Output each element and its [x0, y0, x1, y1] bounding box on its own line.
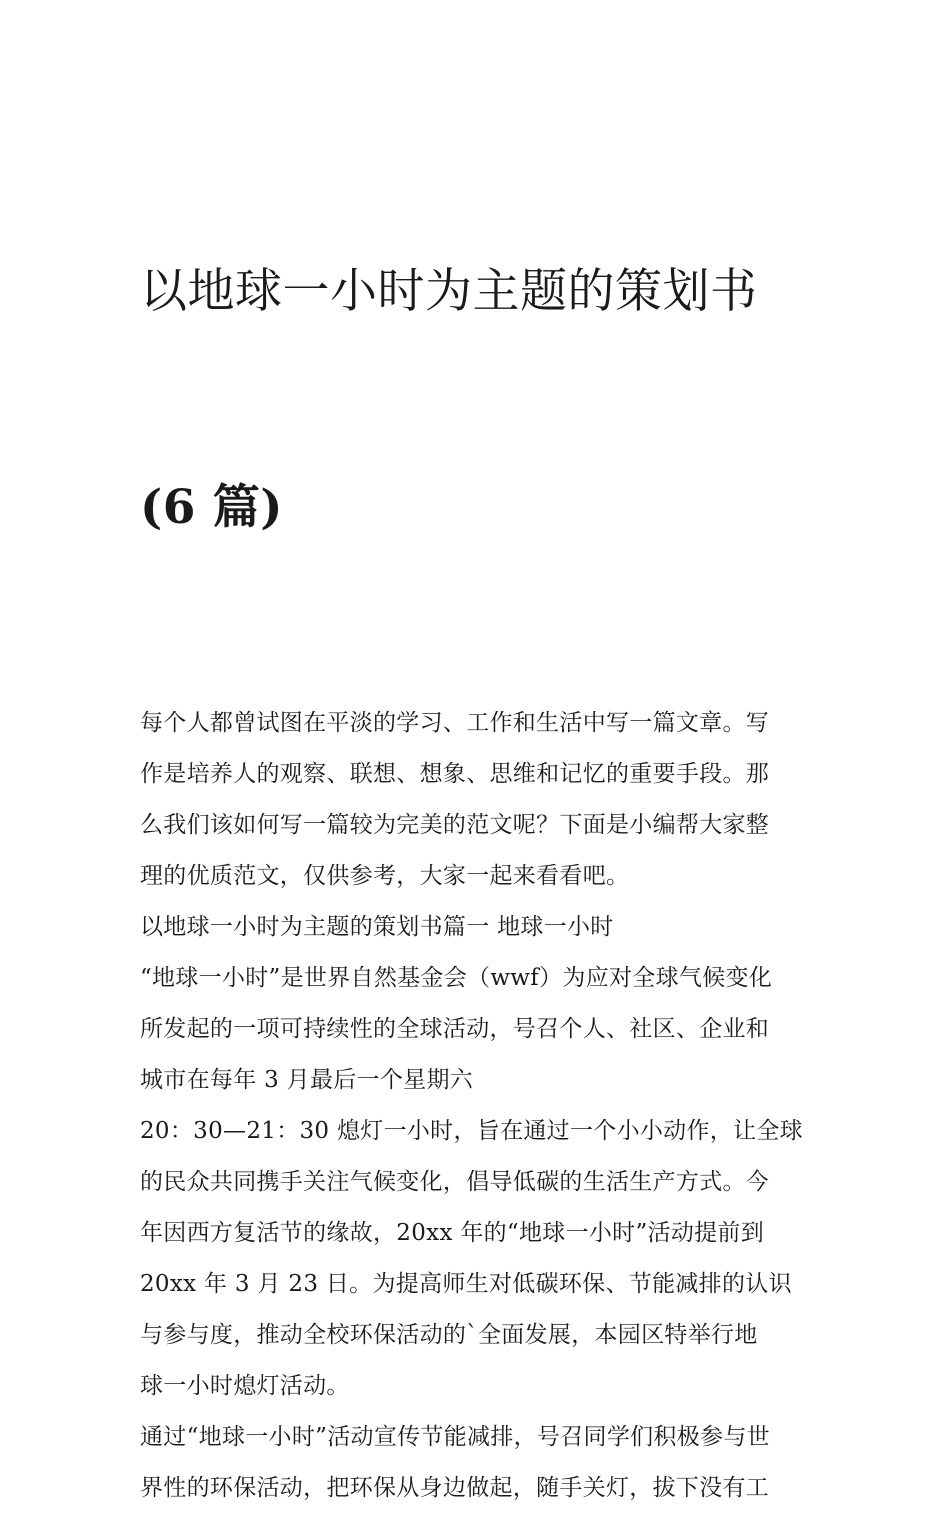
text-line: 的民众共同携手关注气候变化，倡导低碳的生活生产方式。今 [140, 1169, 770, 1195]
text-line: 理的优质范文，仅供参考，大家一起来看看吧。 [140, 863, 630, 889]
text-line: 城市在每年 3 月最后一个星期六 [140, 1067, 474, 1093]
paragraph-background [140, 953, 812, 1106]
text-line: 与参与度，推动全校环保活动的`全面发展，本园区特举行地 [140, 1322, 758, 1348]
section-heading [140, 902, 812, 953]
text-line: 么我们该如何写一篇较为完美的范文呢？下面是小编帮大家整 [140, 812, 770, 838]
title-line-1: 以地球一小时为主题的策划书 [140, 264, 758, 319]
text-line: 通过“地球一小时”活动宣传节能减排，号召同学们积极参与世 [140, 1424, 770, 1450]
text-line: 界性的环保活动，把环保从身边做起，随手关灯，拔下没有工 [140, 1475, 770, 1501]
text-line: 20xx 年 3 月 23 日。为提高师生对低碳环保、节能减排的认识 [140, 1271, 792, 1297]
paragraph-details [140, 1106, 812, 1412]
text-line: “地球一小时”是世界自然基金会（wwf）为应对全球气候变化 [140, 965, 773, 991]
title-line-2: (6 篇) [140, 480, 284, 535]
text-line: 球一小时熄灯活动。 [140, 1373, 350, 1399]
text-line: 每个人都曾试图在平淡的学习、工作和生活中写一篇文章。写 [140, 710, 770, 736]
text-line: 以地球一小时为主题的策划书篇一 地球一小时 [140, 914, 614, 940]
paragraph-purpose [140, 1412, 812, 1514]
text-line: 作是培养人的观察、联想、想象、思维和记忆的重要手段。那 [140, 761, 770, 787]
text-line: 年因西方复活节的缘故，20xx 年的“地球一小时”活动提前到 [140, 1220, 765, 1246]
paragraph-intro [140, 698, 812, 902]
document-body [140, 112, 812, 1514]
text-line: 所发起的一项可持续性的全球活动，号召个人、社区、企业和 [140, 1016, 770, 1042]
text-line: 20：30—21：30 熄灯一小时，旨在通过一个小小动作，让全球 [140, 1118, 803, 1144]
document-title [140, 112, 812, 688]
